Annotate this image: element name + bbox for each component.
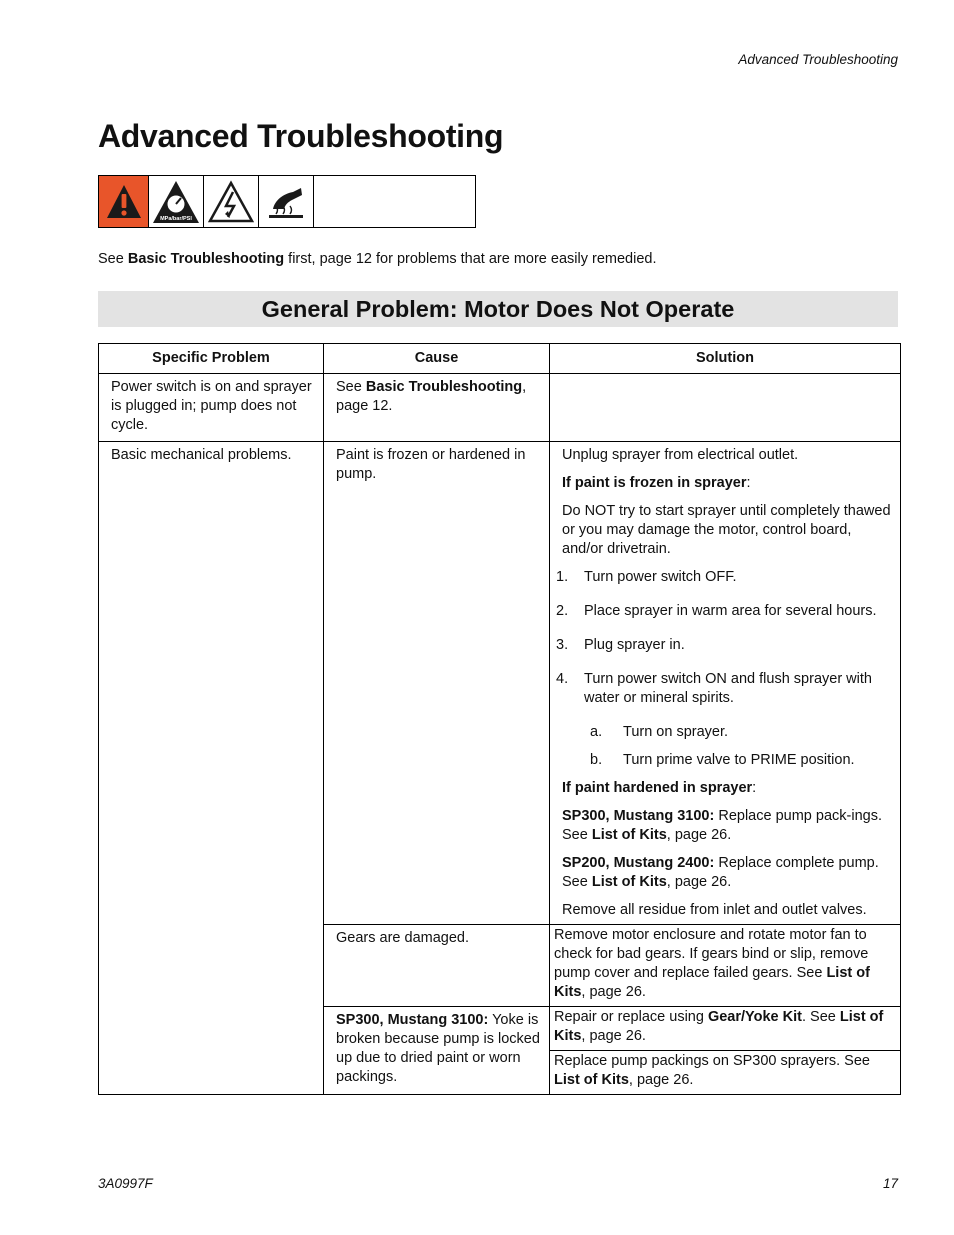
column-header-specific-problem: Specific Problem [99, 344, 324, 374]
intro-paragraph [98, 251, 656, 267]
list-of-kits-reference: List of Kits [554, 1009, 884, 1044]
pressure-units-label: MPa/bar/PSI [160, 215, 192, 222]
solution-page: , page 26. [628, 1072, 694, 1088]
model-label: SP200, Mustang 2400: [562, 855, 715, 871]
page-title: Advanced Troubleshooting [98, 118, 504, 154]
solution-cell [550, 1007, 901, 1051]
solution-text: Replace pump pack-ings. See [562, 808, 882, 843]
model-label: SP300, Mustang 3100: [562, 808, 715, 824]
intro-text: See [98, 251, 128, 267]
section-title: General Problem: Motor Does Not Operate [261, 295, 735, 322]
list-of-kits-reference: List of Kits [591, 874, 667, 890]
step-number: 4. [556, 671, 569, 687]
step-text: Turn power switch OFF. [584, 569, 737, 585]
solution-cell [550, 1051, 901, 1095]
solution-page: , page 26. [581, 984, 646, 1000]
list-item [556, 636, 896, 655]
cause-cell [324, 374, 550, 442]
list-item [590, 751, 896, 770]
cause-cell [324, 1007, 550, 1095]
substep-letter: b. [590, 752, 603, 768]
cause-cell: Gears are damaged. [324, 925, 550, 1007]
page-number: 17 [882, 1176, 898, 1191]
list-of-kits-reference: List of Kits [554, 1072, 629, 1088]
table-header-row [99, 344, 901, 374]
solution-cell-empty [550, 374, 901, 442]
solution-cell [550, 925, 901, 1007]
electric-shock-icon [204, 176, 259, 227]
list-item [556, 602, 896, 621]
solution-text: Replace pump packings on SP300 sprayers. See [554, 1053, 870, 1069]
basic-troubleshooting-reference: Basic Troubleshooting [127, 251, 285, 267]
table-row [99, 442, 901, 925]
solution-text: Remove motor enclosure and rotate motor fan to check for bad gears. If gears bind or slip, remove pump cover and replace failed gears. See [554, 927, 869, 981]
solution-text: . See [801, 1009, 840, 1025]
hardened-subheading: If paint hardened in sprayer: [562, 780, 757, 796]
frozen-warning: Do NOT try to start sprayer until completely thawed or you may damage the motor, control board, and/or drivetrain. [562, 503, 891, 557]
frozen-subheading: If paint is frozen in sprayer: [562, 475, 751, 491]
solution-page: , page 26. [666, 874, 732, 890]
step-number: 3. [556, 637, 569, 653]
table-row [99, 374, 901, 442]
solution-text: Repair or replace using [554, 1009, 708, 1025]
cause-text: Yoke is broken because pump is locked up due to dried paint or worn packings. [336, 1012, 540, 1085]
solution-cell [550, 442, 901, 925]
step-text: Turn power switch ON and flush sprayer with water or mineral spirits. [584, 671, 872, 706]
step-text: Plug sprayer in. [584, 637, 685, 653]
step-number: 2. [556, 603, 569, 619]
solution-text: Replace complete pump. See [562, 855, 879, 890]
list-of-kits-reference: List of Kits [554, 965, 870, 1000]
running-header: Advanced Troubleshooting [738, 52, 898, 67]
residue-solution: Remove all residue from inlet and outlet valves. [562, 902, 867, 918]
solution-page: , page 26. [581, 1028, 646, 1044]
pressure-gauge-icon [149, 176, 204, 227]
problem-cell: Basic mechanical problems. [99, 442, 324, 1095]
column-header-cause: Cause [324, 344, 550, 374]
substep-text: Turn on sprayer. [623, 724, 729, 740]
list-item [590, 723, 896, 742]
step-text: Place sprayer in warm area for several hours. [584, 603, 877, 619]
list-of-kits-reference: List of Kits [591, 827, 667, 843]
solution-unplug: Unplug sprayer from electrical outlet. [562, 447, 799, 463]
cause-page: , page 12. [336, 379, 527, 414]
gear-yoke-kit-reference: Gear/Yoke Kit [707, 1009, 802, 1025]
sp200-solution [562, 854, 896, 892]
model-label: SP300, Mustang 3100: [336, 1012, 489, 1028]
hardened-heading-text: If paint hardened in sprayer [562, 780, 753, 796]
section-heading-band [98, 291, 898, 327]
hot-surface-icon [259, 176, 314, 227]
general-warning-icon [99, 176, 149, 227]
warning-symbols-box [98, 175, 476, 228]
sp300-solution [562, 807, 896, 845]
intro-text-end: first, page 12 for problems that are more easily remedied. [284, 251, 657, 267]
troubleshooting-table [98, 343, 901, 1095]
list-item [556, 670, 896, 708]
cause-reference: Basic Troubleshooting [365, 379, 523, 395]
substep-letter: a. [590, 724, 603, 740]
column-header-solution: Solution [550, 344, 901, 374]
document-number: 3A0997F [98, 1176, 153, 1191]
step-number: 1. [556, 569, 569, 585]
cause-cell: Paint is frozen or hardened in pump. [324, 442, 550, 925]
frozen-heading-text: If paint is frozen in sprayer [562, 475, 747, 491]
solution-page: , page 26. [666, 827, 732, 843]
problem-cell: Power switch is on and sprayer is plugged in; pump does not cycle. [99, 374, 324, 442]
substep-text: Turn prime valve to PRIME position. [623, 752, 855, 768]
cause-text: See [336, 379, 366, 395]
list-item [556, 568, 896, 587]
warning-box-empty-cell [314, 176, 475, 227]
